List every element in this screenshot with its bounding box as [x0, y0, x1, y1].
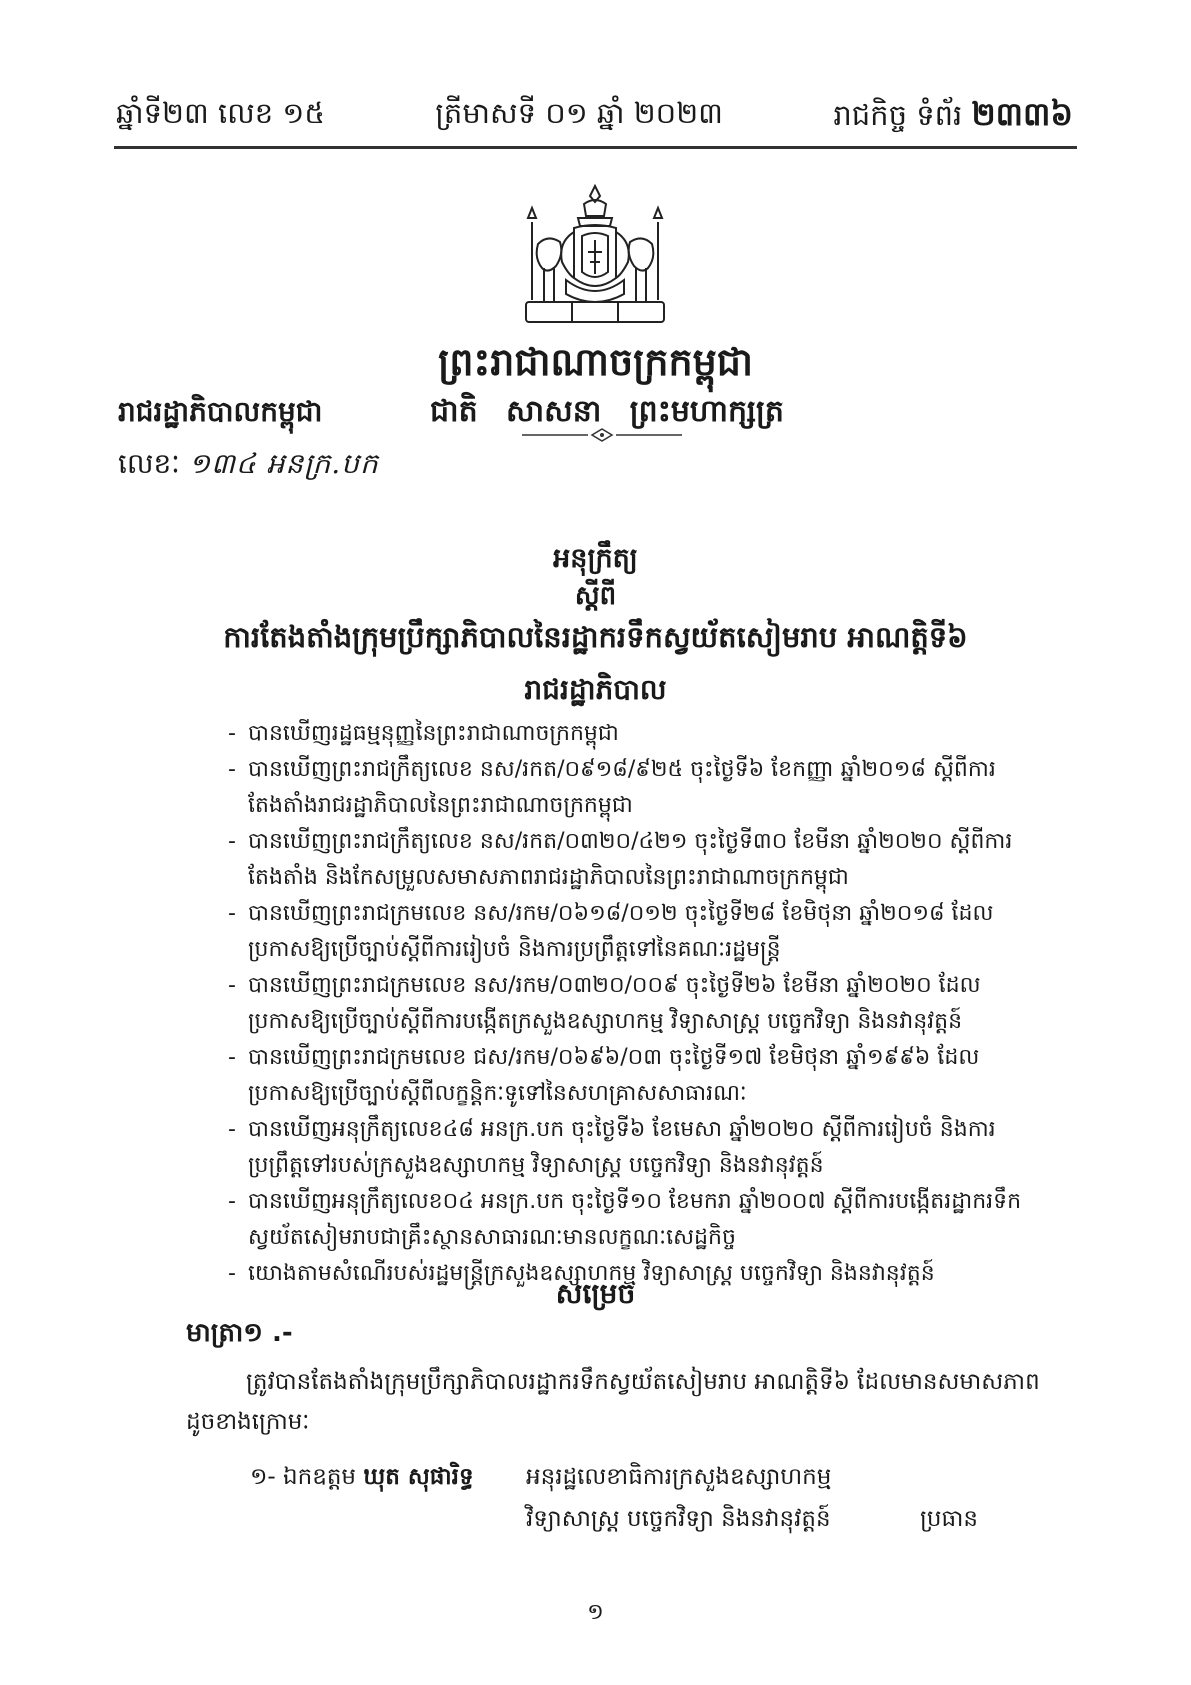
gazette-year-issue: ឆ្នាំទី២៣ លេខ ១៥ [116, 96, 325, 130]
page-number: ១ [587, 1600, 604, 1625]
kingdom-title: ព្រះរាជាណាចក្រកម្ពុជា [438, 340, 753, 384]
member-position-line1: អនុរដ្ឋលេខាធិការក្រសួងឧស្សាហកម្ម [526, 1464, 832, 1490]
document-type: អនុក្រឹត្យ [553, 543, 638, 574]
reference-item: - បានឃើញរដ្ឋធម្មនុញ្ញនៃព្រះរាជាណាចក្រកម្ពុជា [228, 716, 1048, 752]
document-issuer: រាជរដ្ឋាភិបាល [524, 673, 667, 706]
decision-heading: សម្រេច [555, 1277, 636, 1310]
document-reference [118, 446, 379, 487]
reference-item: - យោងតាមសំណើរបស់រដ្ឋមន្ត្រីក្រសួងឧស្សាហកម្ម វិទ្យាសាស្ត្រ បច្ចេកវិទ្យា និងនវានុវត្តន៍ [228, 1256, 1048, 1292]
member-position-line2: វិទ្យាសាស្ត្រ បច្ចេកវិទ្យា និងនវានុវត្តន៍ [526, 1506, 831, 1532]
article-heading: មាត្រា១ .- [186, 1318, 293, 1348]
member-number: ១- [250, 1464, 276, 1490]
gazette-quarter: ត្រីមាសទី ០១ ឆ្នាំ ២០២៣ [435, 96, 723, 130]
document-about: ស្តីពី [574, 581, 617, 611]
reference-item: - បានឃើញព្រះរាជក្រឹត្យលេខ នស/រកត/០៣២០/៤២១ ចុះថ្ងៃទី៣០ ខែមីនា ឆ្នាំ២០២០ ស្តីពីការតែងតាំង និងកែសម្រួលសមាសភាពរាជរដ្ឋាភិបាលនៃព្រះរាជាណាចក្រកម្ពុជា [228, 824, 1048, 896]
government-title: រាជរដ្ឋាភិបាលកម្ពុជា [118, 395, 323, 428]
reference-item: - បានឃើញព្រះរាជក្រមលេខ នស/រកម/០៣២០/០០៩ ចុះថ្ងៃទី២៦ ខែមីនា ឆ្នាំ២០២០ ដែលប្រកាសឱ្យប្រើច្បាប់ស្តីពីការបង្កើតក្រសួងឧស្សាហកម្ម វិទ្យាសាស្ត្រ បច្ចេកវិទ្យា និងនវានុវត្តន៍ [228, 968, 1048, 1040]
national-motto: ជាតិ សាសនា ព្រះមហាក្សត្រ [430, 394, 784, 429]
reference-number: ១៣៤ អនក្រ.បក [188, 447, 379, 480]
member-name-block [250, 1456, 474, 1498]
reference-item: - បានឃើញអនុក្រឹត្យលេខ០៤ អនក្រ.បក ចុះថ្ងៃទី១០ ខែមករា ឆ្នាំ២០០៧ ស្តីពីការបង្កើតរដ្ឋាករទឹកស្វយ័តសៀមរាបជាគ្រឹះស្ថានសាធារណៈមានលក្ខណៈសេដ្ឋកិច្ច [228, 1184, 1048, 1256]
reference-item: - បានឃើញព្រះរាជក្រមលេខ នស/រកម/០៦១៨/០១២ ចុះថ្ងៃទី២៨ ខែមិថុនា ឆ្នាំ២០១៨ ដែលប្រកាសឱ្យប្រើច្បាប់ស្តីពីការរៀបចំ និងការប្រព្រឹត្តទៅនៃគណៈរដ្ឋមន្ត្រី [228, 896, 1048, 968]
reference-item: - បានឃើញព្រះរាជក្រឹត្យលេខ នស/រកត/០៩១៨/៩២៥ ចុះថ្ងៃទី៦ ខែកញ្ញា ឆ្នាំ២០១៨ ស្តីពីការតែងតាំងរាជរដ្ឋាភិបាលនៃព្រះរាជាណាចក្រកម្ពុជា [228, 752, 1048, 824]
references-list [228, 716, 1048, 1292]
header-rule [114, 146, 1077, 149]
reference-item: - បានឃើញព្រះរាជក្រមលេខ ជស/រកម/០៦៩៦/០៣ ចុះថ្ងៃទី១៧ ខែមិថុនា ឆ្នាំ១៩៩៦ ដែលប្រកាសឱ្យប្រើច្បាប់ស្តីពីលក្ខន្តិកៈទូទៅនៃសហគ្រាសសាធារណៈ [228, 1040, 1048, 1112]
document-subject: ការតែងតាំងក្រុមប្រឹក្សាភិបាលនៃរដ្ឋាករទឹកស្វយ័តសៀមរាប អាណត្តិទី៦ [223, 620, 968, 654]
member-role: ប្រធាន [920, 1506, 978, 1532]
ornament-divider-icon [522, 427, 682, 443]
reference-item: - បានឃើញអនុក្រឹត្យលេខ៤៨ អនក្រ.បក ចុះថ្ងៃទី៦ ខែមេសា ឆ្នាំ២០២០ ស្តីពីការរៀបចំ និងការប្រព្រឹត្តទៅរបស់ក្រសួងឧស្សាហកម្ម វិទ្យាសាស្ត្រ បច្ចេកវិទ្យា និងនវានុវត្តន៍ [228, 1112, 1048, 1184]
member-name: ឃុត សុផារិទ្ធ [363, 1464, 474, 1490]
gazette-page-label: រាជកិច្ច ទំព័រ [833, 97, 963, 132]
royal-arms-emblem-icon [518, 182, 672, 332]
gazette-header [116, 92, 1073, 142]
article-paragraph: ត្រូវបានតែងតាំងក្រុមប្រឹក្សាភិបាលរដ្ឋាករទឹកស្វយ័តសៀមរាប អាណត្តិទី៦ ដែលមានសមាសភាពដូចខាងក្រោមៈ [186, 1369, 1040, 1435]
member-honorific: ឯកឧត្តម [283, 1464, 357, 1490]
gazette-page [833, 94, 1073, 141]
gazette-page-number: ២៣៣៦ [971, 94, 1073, 133]
reference-label: លេខៈ [118, 447, 180, 480]
